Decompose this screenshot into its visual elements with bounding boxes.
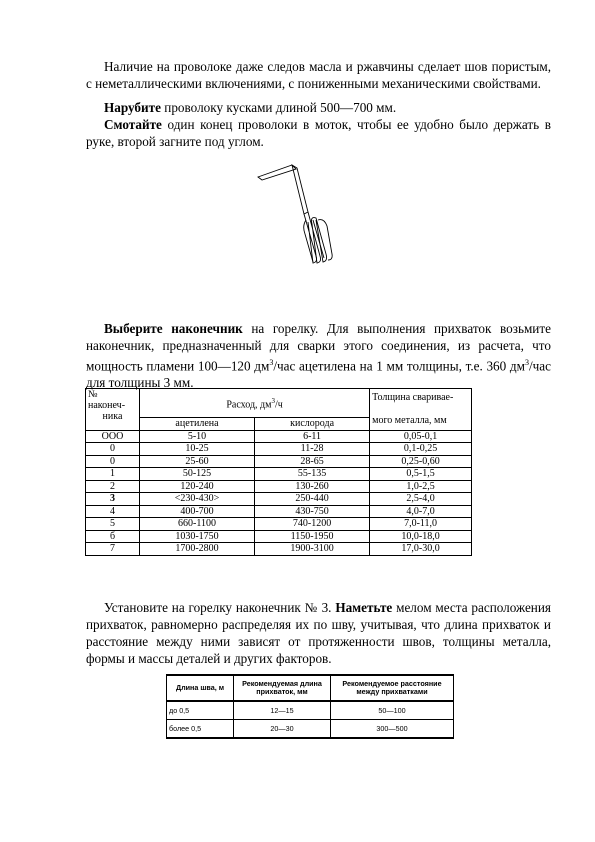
tack-distance-cell: 300—500 bbox=[331, 720, 454, 739]
tip-number-cell: 7 bbox=[86, 543, 140, 556]
acetylene-flow-cell: 120-240 bbox=[139, 480, 254, 493]
header-no-line2: наконеч- bbox=[88, 400, 126, 411]
oxygen-flow-cell: 740-1200 bbox=[255, 518, 370, 531]
metal-thickness-cell: 0,05-0,1 bbox=[370, 430, 472, 443]
metal-thickness-cell: 0,5-1,5 bbox=[370, 468, 472, 481]
acetylene-flow-cell: 1030-1750 bbox=[139, 530, 254, 543]
superscript-3-a: 3 bbox=[269, 358, 274, 367]
header-flow-unit: /ч bbox=[274, 399, 283, 411]
table-row bbox=[86, 443, 472, 456]
metal-thickness-cell: 10,0-18,0 bbox=[370, 530, 472, 543]
acetylene-flow-cell: 5-10 bbox=[139, 430, 254, 443]
header-tack-length: Рекомендуемая длина прихваток, мм bbox=[234, 675, 331, 701]
metal-thickness-cell: 2,5-4,0 bbox=[370, 493, 472, 506]
tip-flow-rows bbox=[86, 430, 472, 555]
acetylene-flow-cell: <230-430> bbox=[139, 493, 254, 506]
header-flow bbox=[139, 389, 369, 418]
header-oxygen: кислорода bbox=[255, 418, 370, 431]
acetylene-flow-cell: 25-60 bbox=[139, 455, 254, 468]
header-no-line1: № bbox=[88, 389, 98, 400]
oxygen-flow-cell: 430-750 bbox=[255, 505, 370, 518]
acetylene-flow-cell: 400-700 bbox=[139, 505, 254, 518]
header-thickness bbox=[370, 389, 472, 431]
header-flow-sup: 3 bbox=[271, 396, 275, 405]
acetylene-flow-cell: 660-1100 bbox=[139, 518, 254, 531]
tack-spacing-table bbox=[166, 674, 454, 739]
header-thickness-line2: мого металла, мм bbox=[372, 415, 447, 427]
metal-thickness-cell: 0,25-0,60 bbox=[370, 455, 472, 468]
tip-number-cell: 0 bbox=[86, 443, 140, 456]
metal-thickness-cell: 7,0-11,0 bbox=[370, 518, 472, 531]
bold-choose-tip: Выберите наконечник bbox=[104, 321, 243, 336]
table-row bbox=[86, 480, 472, 493]
bold-cut: Нарубите bbox=[104, 100, 161, 115]
header-tack-distance: Рекомендуемое расстояние между прихватками bbox=[331, 675, 454, 701]
table-row bbox=[86, 468, 472, 481]
table-row bbox=[86, 543, 472, 556]
tack-length-cell: 20—30 bbox=[234, 720, 331, 739]
tack-length-cell: 12—15 bbox=[234, 701, 331, 720]
oxygen-flow-cell: 11-28 bbox=[255, 443, 370, 456]
tip-number-cell: 0 bbox=[86, 455, 140, 468]
tip-number-cell: 1 bbox=[86, 468, 140, 481]
bold-coil: Смотайте bbox=[104, 117, 162, 132]
tip-number-cell: 3 bbox=[86, 493, 140, 506]
header-flow-text: Расход, дм bbox=[226, 399, 272, 411]
oxygen-flow-cell: 6-11 bbox=[255, 430, 370, 443]
tip-number-cell: 5 bbox=[86, 518, 140, 531]
acetylene-flow-cell: 1700-2800 bbox=[139, 543, 254, 556]
bold-mark: Наметьте bbox=[335, 600, 393, 615]
table-row bbox=[86, 530, 472, 543]
tack-distance-cell: 50—100 bbox=[331, 701, 454, 720]
tip-flow-table bbox=[85, 388, 472, 556]
paragraph-oil-rust: Наличие на проволоке даже следов масла и ржавчины сделает шов пористым, с неметаллическими включениями, с пониженными механическими свойствами. bbox=[86, 59, 551, 91]
table-row bbox=[86, 493, 472, 506]
coil-wire-text: один конец проволоки в моток, чтобы ее удобно было держать в руке, второй загните под углом. bbox=[86, 117, 551, 149]
bent-wire-illustration bbox=[250, 160, 350, 270]
table-row bbox=[86, 505, 472, 518]
oxygen-flow-cell: 1150-1950 bbox=[255, 530, 370, 543]
oxygen-flow-cell: 1900-3100 bbox=[255, 543, 370, 556]
metal-thickness-cell: 4,0-7,0 bbox=[370, 505, 472, 518]
cut-wire-text: проволоку кусками длиной 500—700 мм. bbox=[160, 100, 397, 115]
mark-tacks-text-b: мелом места расположения прихваток, равномерно распределяя их по шву, учитывая, что длина прихваток и расстояние между ними зависят от протяженности швов, толщины металла, формы и массы деталей и других факторов. bbox=[86, 600, 551, 666]
superscript-3-b: 3 bbox=[524, 358, 529, 367]
header-no-line3: ника bbox=[102, 411, 123, 422]
choose-tip-text-a: на горелку. Для выполнения прихваток возьмите наконечник, предназначенный для сварки этого соединения, из расчета, что мощность пламени 100—120 дм bbox=[86, 321, 551, 374]
paragraph-choose-tip bbox=[86, 320, 551, 391]
metal-thickness-cell: 0,1-0,25 bbox=[370, 443, 472, 456]
tip-number-cell: 4 bbox=[86, 505, 140, 518]
seam-length-cell: более 0,5 bbox=[167, 720, 234, 739]
header-tip-number bbox=[86, 389, 140, 431]
tip-number-cell: 2 bbox=[86, 480, 140, 493]
choose-tip-text-b: /час ацетилена на 1 мм толщины, т.е. 360 дм bbox=[273, 358, 525, 374]
seam-length-cell: до 0,5 bbox=[167, 701, 234, 720]
acetylene-flow-cell: 50-125 bbox=[139, 468, 254, 481]
metal-thickness-cell: 17,0-30,0 bbox=[370, 543, 472, 556]
oxygen-flow-cell: 130-260 bbox=[255, 480, 370, 493]
table-row bbox=[86, 430, 472, 443]
paragraph-coil-wire bbox=[86, 116, 551, 150]
table-row bbox=[86, 518, 472, 531]
oxygen-flow-cell: 250-440 bbox=[255, 493, 370, 506]
choose-tip-text-c: /час для толщины 3 мм. bbox=[86, 358, 551, 391]
tip-number-cell: ООО bbox=[86, 430, 140, 443]
table-row bbox=[86, 455, 472, 468]
paragraph-mark-tacks bbox=[86, 599, 551, 667]
mark-tacks-text-a: Установите на горелку наконечник № 3. bbox=[104, 600, 336, 615]
paragraph-cut-wire bbox=[86, 99, 551, 116]
header-seam-length: Длина шва, м bbox=[167, 675, 234, 701]
acetylene-flow-cell: 10-25 bbox=[139, 443, 254, 456]
header-acetylene: ацетилена bbox=[139, 418, 254, 431]
oxygen-flow-cell: 28-65 bbox=[255, 455, 370, 468]
metal-thickness-cell: 1,0-2,5 bbox=[370, 480, 472, 493]
header-thickness-line1: Толщина сваривае- bbox=[372, 392, 454, 404]
oxygen-flow-cell: 55-135 bbox=[255, 468, 370, 481]
tip-number-cell: б bbox=[86, 530, 140, 543]
